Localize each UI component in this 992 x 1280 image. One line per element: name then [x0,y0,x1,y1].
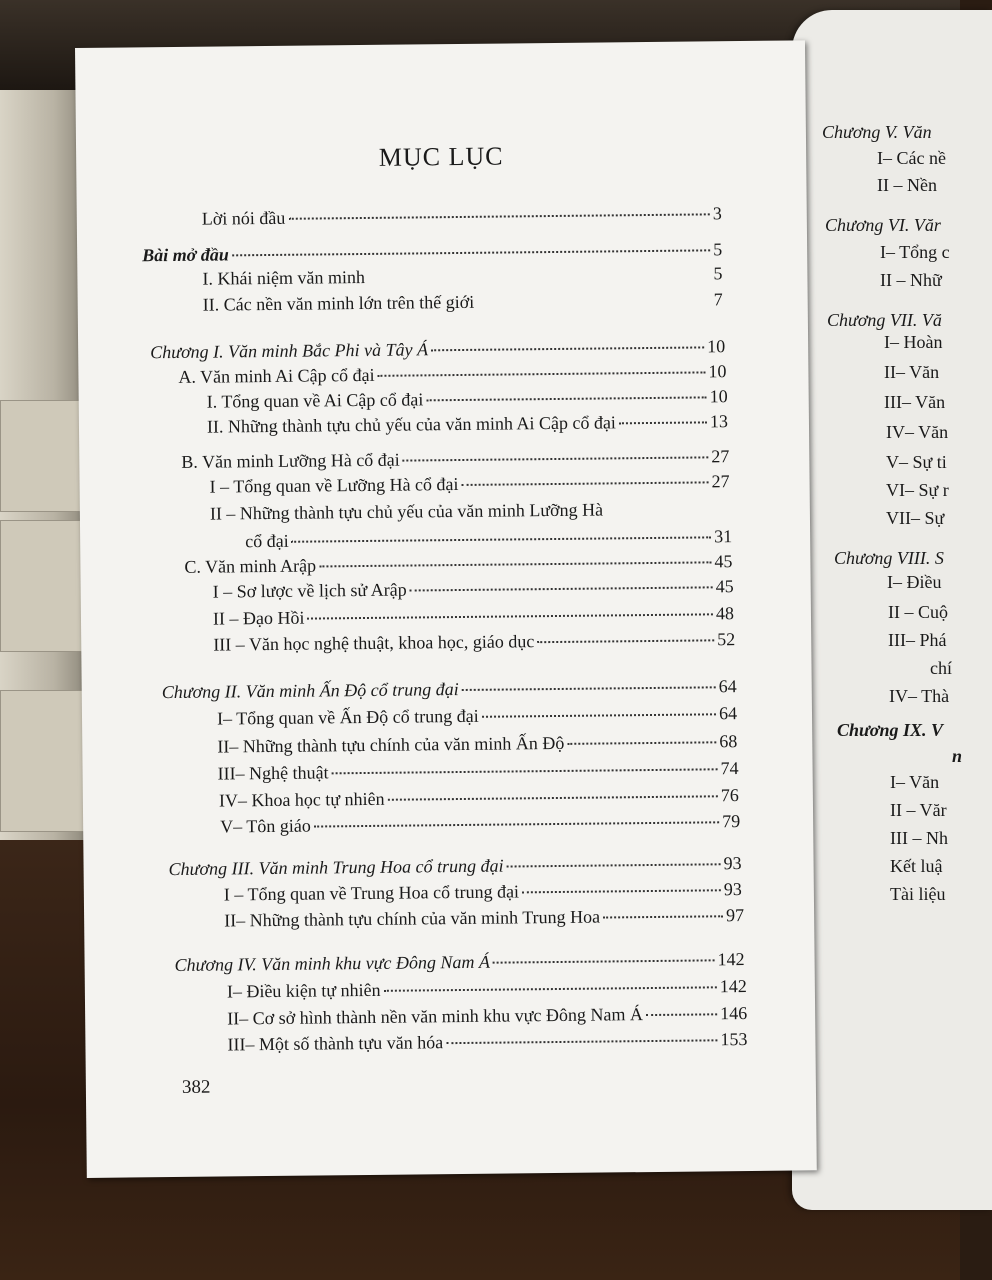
toc-entry [217,703,737,729]
toc-entry-label: II– Những thành tựu chính của văn minh Trung Hoa [224,906,601,931]
toc-entry-page: 10 [707,336,726,357]
toc-entry [209,471,729,497]
toc-entry-label: I – Tổng quan về Trung Hoa cổ trung đại [223,881,520,905]
toc-entry-page: 76 [720,785,739,806]
leader-dots [314,821,719,827]
toc-entry-label: B. Văn minh Lưỡng Hà cổ đại [181,449,400,472]
toc-entry-label: I– Tổng quan về Ấn Độ cổ trung đại [216,705,479,729]
right-line: Chương VII. Vă [827,310,942,330]
right-line: III – Nh [890,828,948,848]
toc-entry-page: 52 [717,629,736,650]
toc-entry [220,811,740,837]
toc-entry-label: I. Khái niệm văn minh [202,266,365,289]
right-line: III– Văn [884,392,946,412]
leader-dots [603,915,723,918]
right-line: chí [930,658,952,678]
toc-entry-label: Bài mở đầu [142,244,229,266]
toc-entry [227,976,747,1002]
leader-dots [482,713,716,717]
toc-entry-label: II. Những thành tựu chủ yếu của văn minh Ai Cập cổ đại [206,412,616,437]
right-line: VI– Sự r [886,480,949,500]
toc-entry-label: III– Nghệ thuật [217,762,329,784]
toc-entry [207,386,728,412]
toc-entry-label: I– Điều kiện tự nhiên [226,979,381,1002]
toc-entry-page: 64 [718,676,737,697]
leader-dots [319,561,711,567]
toc-entry-label: Chương IV. Văn minh khu vực Đông Nam Á [174,951,491,976]
toc-chapter [168,853,741,880]
right-line: Chương VIII. S [834,548,944,568]
background-box [0,690,87,832]
right-line: III– Phá [888,630,947,650]
leader-dots [384,986,717,991]
leader-dots [462,686,716,691]
toc-entry [217,731,737,757]
toc-entry [224,879,742,905]
toc-entry-page: 93 [723,853,742,874]
left-page [75,40,817,1178]
right-line: V– Sự ti [886,452,947,472]
toc-entry-label: Chương II. Văn minh Ấn Độ cổ trung đại [161,679,459,703]
toc-entry-label: III– Một số thành tựu văn hóa [227,1032,444,1055]
toc-entry-page: 142 [719,976,747,997]
right-line: I– Văn [890,772,940,792]
toc-entry-label: II – Những thành tựu chủ yếu của văn minh Lưỡng Hà [209,499,604,524]
toc-entry-page: 7 [713,289,723,310]
right-line: IV– Văn [886,422,949,442]
toc-entry-label: A. Văn minh Ai Cập cổ đại [178,364,375,387]
toc-entry-label: C. Văn minh Arập [184,555,317,577]
toc-chapter [162,676,737,703]
right-line: Chương V. Văn [822,122,932,142]
toc-entry-page: 97 [726,905,745,926]
leader-dots [292,536,712,542]
toc-entry-label: II – Đạo Hồi [212,607,305,629]
toc-entry-label: Chương I. Văn minh Bắc Phi và Tây Á [150,339,429,363]
toc-entry-page: 3 [712,203,722,224]
toc-entry-label: II– Cơ sở hình thành nền văn minh khu vực Đông Nam Á [227,1004,644,1029]
right-line: II – Nền [877,175,937,195]
right-line: n [952,746,963,766]
toc-chapter [175,949,745,976]
leader-dots [431,346,704,351]
toc-entry [213,629,735,655]
right-line: Kết luậ [890,856,943,876]
toc-entry-label: V– Tôn giáo [220,815,311,837]
toc-entry [202,203,722,229]
toc-entry-page: 27 [711,471,730,492]
right-line: I– Điều [887,572,942,592]
toc-entry-page: 153 [720,1029,748,1050]
right-page [792,10,992,1210]
leader-dots [507,863,721,867]
toc-entry [219,785,739,811]
right-line: Tài liệu [890,884,946,904]
toc-entry [218,758,739,784]
toc-entry-page: 31 [714,526,733,547]
toc-entry-page: 5 [713,263,723,284]
toc-entry-page: 74 [720,758,739,779]
toc-entry-page: 48 [715,603,735,624]
right-line: II– Văn [884,362,940,382]
background-box [0,400,87,512]
leader-dots [537,639,714,643]
right-line: Chương IX. V [837,720,943,740]
toc-entry-page: 13 [709,411,729,432]
toc-entry-label: II. Các nền văn minh lớn trên thế giới [202,291,475,315]
toc-entry [203,289,723,315]
toc-entry [178,361,726,388]
leader-dots [619,421,707,424]
toc-entry [227,1003,747,1029]
toc-entry-page: 5 [713,239,723,260]
right-line: VII– Sự [886,508,945,528]
toc-entry-label: II– Những thành tựu chính của văn minh Ấn Độ [217,732,565,757]
toc-entry [245,526,732,552]
toc-entry-label: I – Sơ lược về lịch sử Arập [212,579,407,602]
toc-entry-label: I. Tổng quan về Ai Cập cổ đại [206,389,424,412]
right-line: I– Các nề [877,148,946,168]
leader-dots [332,768,718,774]
leader-dots [461,481,708,486]
right-line: I– Hoàn [884,332,943,352]
page-title: MỤC LỤC [378,141,504,172]
right-line: II – Nhữ [880,270,942,290]
toc-entry-label: III – Văn học nghệ thuật, khoa học, giáo dục [213,631,535,655]
toc-entry [210,498,730,524]
toc-entry-page: 146 [720,1003,748,1024]
toc-entry-page: 10 [709,386,728,407]
toc-entry-label: I – Tổng quan về Lưỡng Hà cổ đại [209,474,459,497]
leader-dots [446,1039,717,1044]
toc-entry-page: 27 [711,446,730,467]
toc-entry [202,263,722,289]
toc-entry-page: 45 [714,551,733,572]
leader-dots [646,1013,717,1016]
toc-entry-label: Lời nói đầu [201,207,286,229]
toc-entry [184,551,732,578]
toc-entry-page: 64 [718,703,738,724]
right-line: II – Văr [890,800,947,820]
leader-dots [288,213,709,219]
toc-entry [224,905,744,931]
toc-entry [227,1029,747,1055]
toc-entry-page: 79 [722,811,741,832]
leader-dots [232,249,710,256]
leader-dots [567,741,716,745]
leader-dots [426,396,706,401]
right-line: Chương VI. Văr [825,215,941,235]
toc-entry [142,239,722,266]
toc-entry [181,446,729,473]
page-number: 382 [181,1076,211,1098]
leader-dots [403,456,709,461]
toc-entry-page: 142 [717,949,745,970]
leader-dots [493,959,715,963]
toc-entry-page: 45 [715,576,734,597]
toc-entry-page: 10 [708,361,727,382]
leader-dots [522,889,721,893]
right-line: II – Cuộ [888,602,948,622]
right-line: IV– Thà [889,686,950,706]
right-line: I– Tổng c [880,242,950,262]
leader-dots [410,586,713,591]
leader-dots [378,371,706,376]
toc-entry-page: 68 [719,731,738,752]
background-box [0,520,87,652]
toc-entry [207,411,728,437]
toc-entry-label: cổ đại [245,530,289,552]
leader-dots [307,613,713,619]
toc-entry-label: IV– Khoa học tự nhiên [218,788,385,811]
toc-entry-label: Chương III. Văn minh Trung Hoa cổ trung đại [168,855,504,880]
toc-entry [213,603,734,629]
toc-entry-page: 93 [723,879,742,900]
toc-chapter [150,336,725,363]
leader-dots [388,795,718,800]
toc-entry [213,576,734,602]
